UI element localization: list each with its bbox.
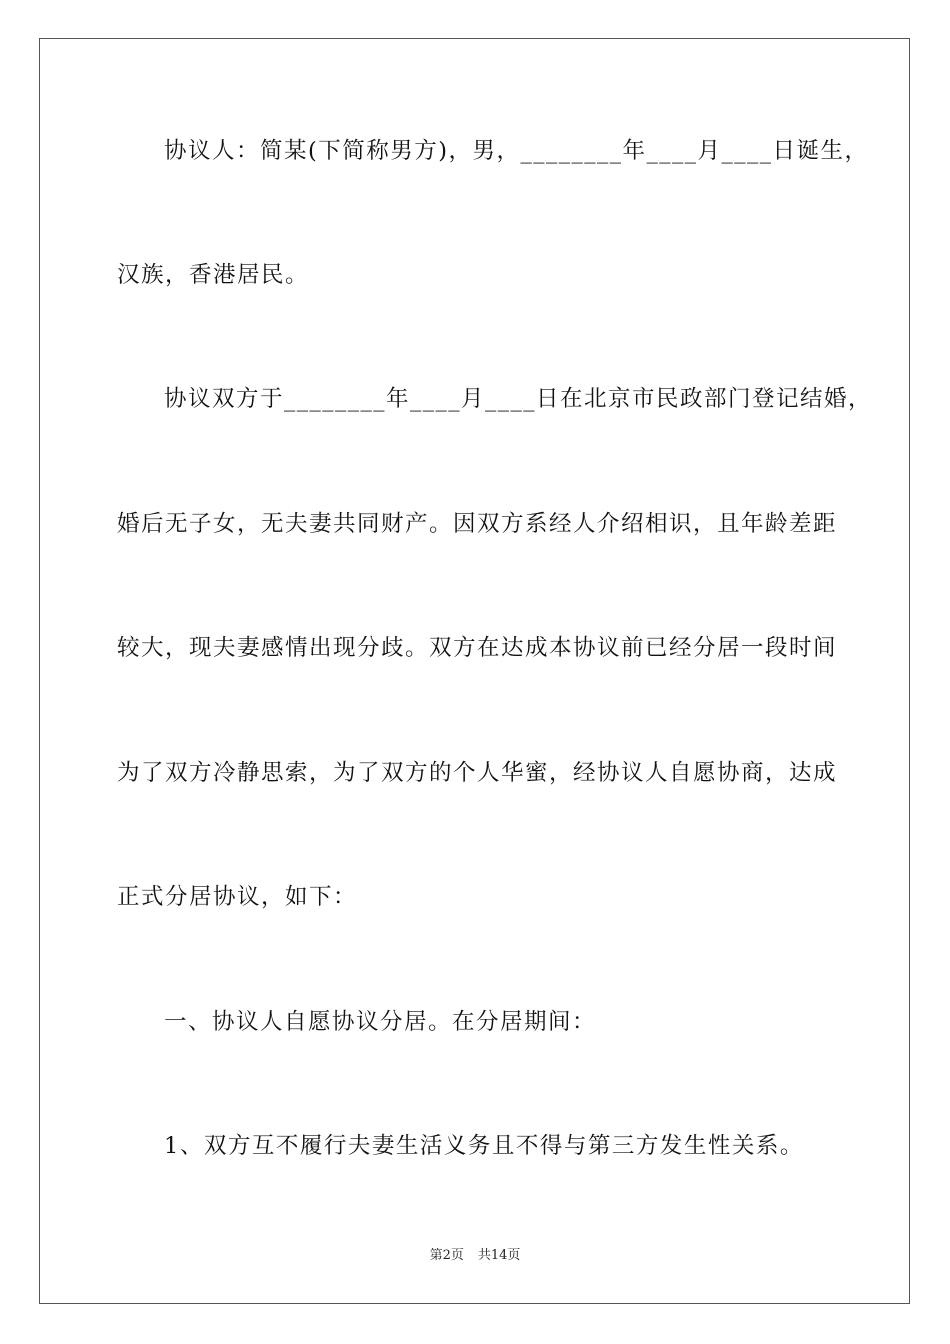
text-line-5: 较大，现夫妻感情出现分歧。双方在达成本协议前已经分居一段时间 [117,635,838,661]
text-line-6: 为了双方冷静思索，为了双方的个人华蜜，经协议人自愿协商，达成 [117,760,838,786]
text-line-8: 一、协议人自愿协议分居。在分居期间： [164,1009,597,1035]
text-line-9: 1、双方互不履行夫妻生活义务且不得与第三方发生性关系。 [164,1133,804,1159]
page-border [39,38,910,1304]
text-line-3: 协议双方于________年____月____日在北京市民政部门登记结婚， [164,386,873,412]
page-footer [0,1247,950,1265]
text-line-4: 婚后无子女，无夫妻共同财产。因双方系经人介绍相识，且年龄差距 [117,511,838,537]
page-number: 第2页 [429,1248,464,1263]
text-line-2: 汉族，香港居民。 [117,262,310,288]
page-total: 共14页 [477,1248,521,1263]
text-line-1: 协议人：简某(下简称男方)，男，________年____月____日诞生， [164,138,869,164]
text-line-7: 正式分居协议，如下： [117,884,358,910]
